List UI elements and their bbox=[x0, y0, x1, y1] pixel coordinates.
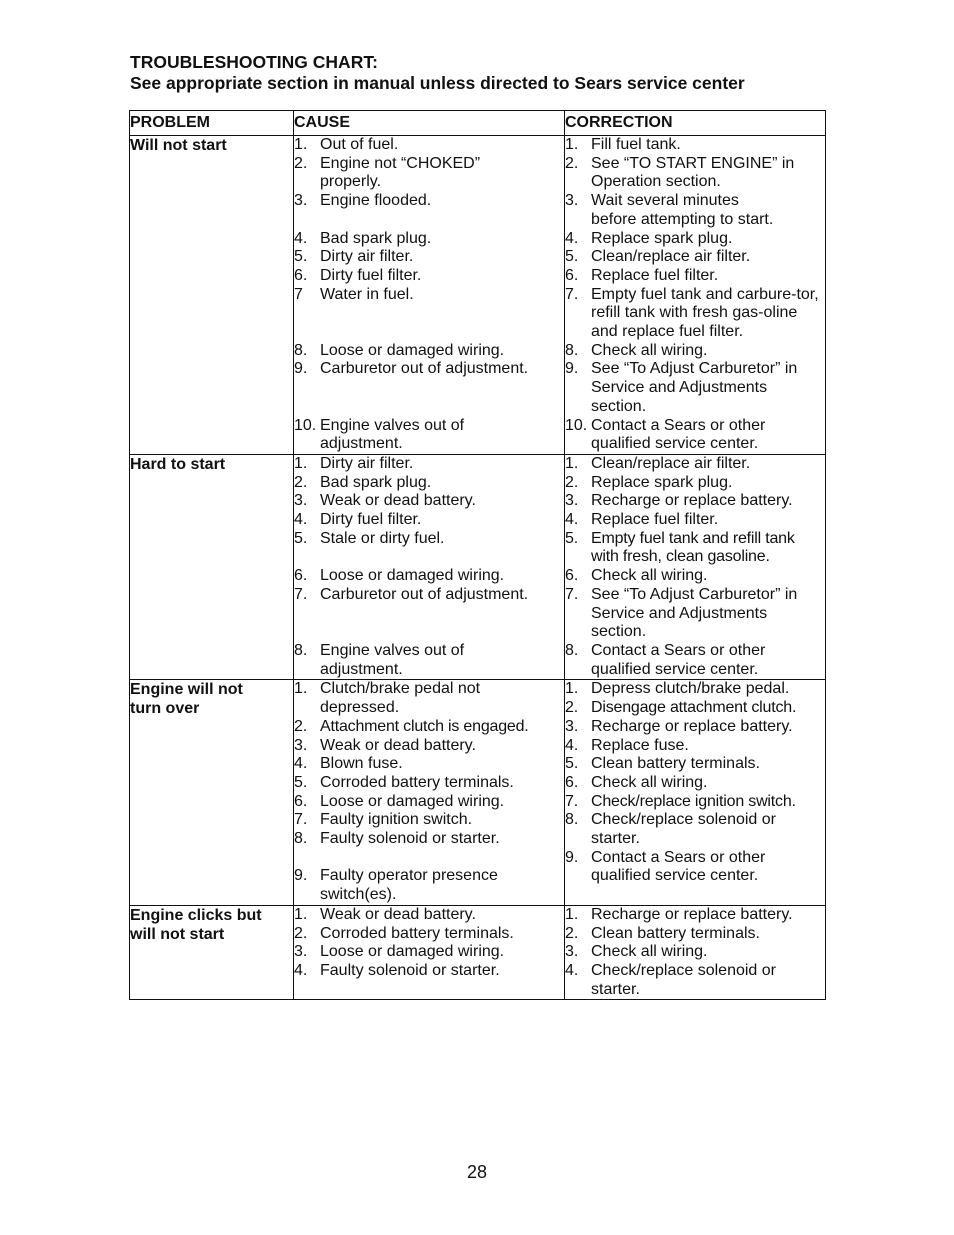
item-number: 6. bbox=[294, 792, 308, 810]
item-number: 1. bbox=[294, 905, 308, 923]
list-item bbox=[294, 155, 564, 192]
problem-cell: Engine will not turn over bbox=[130, 680, 294, 905]
item-text: Disengage attachment clutch. bbox=[591, 699, 797, 717]
item-number: 8. bbox=[294, 641, 308, 659]
list-item bbox=[294, 867, 564, 904]
item-number: 4. bbox=[565, 736, 579, 754]
item-text: Empty fuel tank and carbure-tor, refill tank with fresh gas-oline and replace fuel filter. bbox=[591, 285, 819, 341]
list-item bbox=[565, 360, 825, 416]
item-number: 1. bbox=[565, 136, 579, 153]
item-text: Water in fuel. bbox=[320, 285, 414, 303]
item-text: Carburetor out of adjustment. bbox=[320, 585, 529, 603]
table-row bbox=[130, 454, 826, 679]
item-text: Contact a Sears or other qualified service center. bbox=[591, 641, 766, 678]
item-text: Dirty fuel filter. bbox=[320, 511, 422, 529]
item-text: Dirty fuel filter. bbox=[320, 266, 422, 284]
item-number: 9. bbox=[294, 867, 308, 885]
item-text: Check all wiring. bbox=[591, 943, 708, 961]
page-number: 28 bbox=[466, 1162, 488, 1182]
list-item bbox=[294, 774, 564, 793]
item-number: 3. bbox=[294, 736, 308, 754]
item-text: Replace fuel filter. bbox=[591, 511, 719, 529]
item-text: Engine valves out of adjustment. bbox=[320, 641, 465, 678]
list-item bbox=[565, 155, 825, 192]
item-text: Clutch/brake pedal not depressed. bbox=[320, 680, 481, 717]
item-text: Corroded battery terminals. bbox=[320, 924, 514, 942]
correction-cell bbox=[565, 905, 826, 1000]
item-number: 4. bbox=[294, 511, 308, 529]
item-number: 7. bbox=[294, 811, 308, 829]
correction-cell bbox=[565, 136, 826, 455]
list-item bbox=[565, 925, 825, 944]
item-number: 8. bbox=[565, 641, 579, 659]
item-text: See “TO START ENGINE” in Operation section. bbox=[591, 154, 795, 191]
correction-cell bbox=[565, 680, 826, 905]
item-number: 1. bbox=[565, 905, 579, 923]
list-item bbox=[294, 737, 564, 756]
item-text: Attachment clutch is engaged. bbox=[320, 717, 529, 735]
item-number: 7. bbox=[565, 285, 579, 303]
item-number: 9. bbox=[565, 848, 579, 866]
item-text: Weak or dead battery. bbox=[320, 905, 476, 923]
list-item bbox=[294, 230, 564, 249]
item-number: 2. bbox=[294, 154, 308, 172]
list-item bbox=[294, 906, 564, 925]
item-text: Faulty ignition switch. bbox=[320, 811, 473, 829]
item-text: Carburetor out of adjustment. bbox=[320, 360, 529, 378]
list-item bbox=[294, 248, 564, 267]
item-text: See “To Adjust Carburetor” in Service and Adjustments section. bbox=[591, 360, 798, 415]
item-number: 8. bbox=[565, 341, 579, 359]
item-number: 1. bbox=[294, 136, 308, 153]
item-number: 7. bbox=[565, 792, 578, 810]
list-item bbox=[565, 267, 825, 286]
list-item bbox=[294, 718, 564, 737]
problem-cell: Hard to start bbox=[130, 454, 294, 679]
item-text: Corroded battery terminals. bbox=[320, 773, 514, 791]
item-text: Recharge or replace battery. bbox=[591, 492, 793, 510]
item-number: 1. bbox=[294, 680, 308, 698]
list-item bbox=[294, 492, 564, 511]
problem-cell: Engine clicks but will not start bbox=[130, 905, 294, 1000]
list-item bbox=[294, 286, 564, 305]
item-number: 3. bbox=[565, 192, 579, 210]
item-number: 10. bbox=[294, 416, 317, 434]
item-number: 2. bbox=[565, 699, 578, 717]
item-number: 9. bbox=[294, 360, 308, 378]
item-text: Loose or damaged wiring. bbox=[320, 792, 505, 810]
item-text: Clean/replace air filter. bbox=[591, 248, 751, 266]
list-item bbox=[565, 906, 825, 925]
table-row bbox=[130, 136, 826, 455]
item-text: Dirty air filter. bbox=[320, 248, 414, 266]
list-item bbox=[565, 474, 825, 493]
item-number: 5. bbox=[294, 529, 308, 547]
item-number: 6. bbox=[565, 567, 579, 585]
list-item bbox=[294, 925, 564, 944]
item-number: 9. bbox=[565, 360, 579, 378]
list-item bbox=[294, 530, 564, 549]
item-number: 6. bbox=[565, 773, 579, 791]
list-item bbox=[565, 811, 825, 848]
list-item bbox=[294, 511, 564, 530]
list-item bbox=[565, 230, 825, 249]
item-number: 3. bbox=[294, 192, 308, 210]
list-item bbox=[294, 567, 564, 586]
list-item bbox=[565, 962, 825, 999]
chart-heading bbox=[130, 52, 850, 94]
item-text: Replace fuel filter. bbox=[591, 266, 719, 284]
problem-cell: Will not start bbox=[130, 136, 294, 455]
item-text: Faulty solenoid or starter. bbox=[320, 961, 500, 979]
item-text: Check/replace solenoid or starter. bbox=[591, 811, 776, 848]
list-item bbox=[565, 342, 825, 361]
item-text: Recharge or replace battery. bbox=[591, 717, 793, 735]
item-text: Loose or damaged wiring. bbox=[320, 567, 505, 585]
item-text: See “To Adjust Carburetor” in Service and Adjustments section. bbox=[591, 585, 798, 641]
list-item bbox=[565, 530, 825, 567]
item-number: 2. bbox=[294, 924, 308, 942]
list-item bbox=[294, 474, 564, 493]
correction-cell bbox=[565, 454, 826, 679]
list-item bbox=[294, 136, 564, 155]
list-item bbox=[294, 455, 564, 474]
list-item bbox=[294, 342, 564, 361]
list-item bbox=[565, 286, 825, 342]
item-number: 5. bbox=[565, 248, 579, 266]
list-item bbox=[294, 642, 564, 679]
item-number: 2. bbox=[565, 924, 579, 942]
list-item bbox=[294, 755, 564, 774]
table-row bbox=[130, 905, 826, 1000]
item-number: 7 bbox=[294, 285, 303, 303]
item-text: Bad spark plug. bbox=[320, 229, 432, 247]
item-text: Faulty operator presence switch(es). bbox=[320, 867, 498, 904]
item-text: Weak or dead battery. bbox=[320, 736, 476, 754]
item-number: 6. bbox=[294, 567, 308, 585]
list-item bbox=[565, 136, 825, 155]
list-item bbox=[294, 360, 564, 379]
item-text: Weak or dead battery. bbox=[320, 492, 476, 510]
item-text: Engine valves out of adjustment. bbox=[320, 416, 465, 453]
list-item bbox=[565, 492, 825, 511]
list-item bbox=[565, 248, 825, 267]
list-item bbox=[565, 755, 825, 774]
item-text: Engine flooded. bbox=[320, 192, 432, 210]
item-number: 3. bbox=[294, 943, 308, 961]
item-text: Dirty air filter. bbox=[320, 454, 414, 472]
list-item bbox=[294, 680, 564, 717]
list-item bbox=[565, 455, 825, 474]
troubleshooting-table bbox=[129, 110, 826, 1000]
item-number: 6. bbox=[565, 266, 579, 284]
item-number: 10. bbox=[565, 416, 588, 434]
item-text: Check/replace solenoid or starter. bbox=[591, 961, 776, 998]
header-correction: CORRECTION bbox=[565, 111, 826, 136]
item-text: Check/replace ignition switch. bbox=[591, 792, 796, 810]
item-text: Contact a Sears or other qualified service center. bbox=[591, 416, 766, 453]
list-item bbox=[565, 567, 825, 586]
list-item bbox=[294, 830, 564, 849]
item-number: 4. bbox=[294, 229, 308, 247]
item-number: 2. bbox=[565, 473, 579, 491]
item-number: 4. bbox=[565, 511, 579, 529]
item-number: 3. bbox=[565, 492, 579, 510]
list-item bbox=[294, 962, 564, 981]
table-header-row bbox=[130, 111, 826, 136]
list-item bbox=[565, 943, 825, 962]
item-number: 7. bbox=[294, 585, 308, 603]
item-number: 2. bbox=[294, 473, 308, 491]
item-text: Empty fuel tank and refill tank with fresh, clean gasoline. bbox=[591, 529, 795, 566]
list-item bbox=[565, 737, 825, 756]
list-item bbox=[294, 267, 564, 286]
chart-subtitle: See appropriate section in manual unless directed to Sears service center bbox=[130, 73, 745, 93]
item-text: Check all wiring. bbox=[591, 567, 708, 585]
item-text: Faulty solenoid or starter. bbox=[320, 830, 500, 848]
list-item bbox=[294, 417, 564, 454]
header-problem: PROBLEM bbox=[130, 111, 294, 136]
list-item bbox=[565, 642, 825, 679]
item-text: Recharge or replace battery. bbox=[591, 905, 793, 923]
cause-cell bbox=[294, 136, 565, 455]
list-item bbox=[565, 511, 825, 530]
item-text: Blown fuse. bbox=[320, 755, 403, 773]
item-number: 7. bbox=[565, 585, 579, 603]
list-item bbox=[565, 774, 825, 793]
item-text: Wait several minutes before attempting to start. bbox=[591, 192, 774, 228]
item-number: 2. bbox=[565, 154, 579, 172]
item-text: Fill fuel tank. bbox=[591, 136, 681, 153]
list-item bbox=[565, 417, 825, 454]
item-number: 5. bbox=[294, 248, 308, 266]
item-text: Out of fuel. bbox=[320, 136, 399, 153]
list-item bbox=[294, 192, 564, 211]
item-text: Depress clutch/brake pedal. bbox=[591, 680, 790, 698]
item-text: Replace spark plug. bbox=[591, 229, 733, 247]
item-text: Bad spark plug. bbox=[320, 473, 432, 491]
item-text: Loose or damaged wiring. bbox=[320, 341, 505, 359]
item-text: Check all wiring. bbox=[591, 341, 708, 359]
item-number: 3. bbox=[294, 492, 308, 510]
item-text: Clean battery terminals. bbox=[591, 755, 760, 773]
cause-cell bbox=[294, 680, 565, 905]
item-text: Clean/replace air filter. bbox=[591, 454, 751, 472]
list-item bbox=[565, 699, 825, 718]
item-number: 8. bbox=[294, 341, 308, 359]
item-text: Stale or dirty fuel. bbox=[320, 529, 445, 547]
cause-cell bbox=[294, 905, 565, 1000]
table-row bbox=[130, 680, 826, 905]
item-number: 3. bbox=[565, 943, 579, 961]
item-number: 5. bbox=[565, 755, 579, 773]
item-number: 5. bbox=[294, 773, 308, 791]
item-number: 3. bbox=[565, 717, 579, 735]
list-item bbox=[565, 718, 825, 737]
list-item bbox=[565, 192, 825, 229]
list-item bbox=[294, 943, 564, 962]
list-item bbox=[565, 793, 825, 812]
list-item bbox=[294, 586, 564, 605]
item-text: Contact a Sears or other qualified service center. bbox=[591, 848, 766, 885]
chart-title: TROUBLESHOOTING CHART: bbox=[130, 52, 378, 72]
item-text: Loose or damaged wiring. bbox=[320, 943, 505, 961]
cause-cell bbox=[294, 454, 565, 679]
item-number: 6. bbox=[294, 266, 308, 284]
item-text: Check all wiring. bbox=[591, 773, 708, 791]
item-text: Replace spark plug. bbox=[591, 473, 733, 491]
item-number: 2. bbox=[294, 717, 307, 735]
item-number: 8. bbox=[565, 811, 579, 829]
item-text: Clean battery terminals. bbox=[591, 924, 760, 942]
item-text: Replace fuse. bbox=[591, 736, 689, 754]
list-item bbox=[294, 811, 564, 830]
item-number: 4. bbox=[294, 755, 308, 773]
list-item bbox=[294, 793, 564, 812]
item-number: 1. bbox=[294, 454, 308, 472]
item-text: Engine not “CHOKED” properly. bbox=[320, 154, 481, 191]
list-item bbox=[565, 849, 825, 886]
item-number: 5. bbox=[565, 529, 578, 547]
item-number: 1. bbox=[565, 680, 579, 698]
item-number: 1. bbox=[565, 454, 579, 472]
item-number: 4. bbox=[565, 229, 579, 247]
item-number: 4. bbox=[294, 961, 308, 979]
item-number: 8. bbox=[294, 830, 308, 848]
header-cause: CAUSE bbox=[294, 111, 565, 136]
item-number: 4. bbox=[565, 961, 579, 979]
list-item bbox=[565, 586, 825, 642]
list-item bbox=[565, 680, 825, 699]
